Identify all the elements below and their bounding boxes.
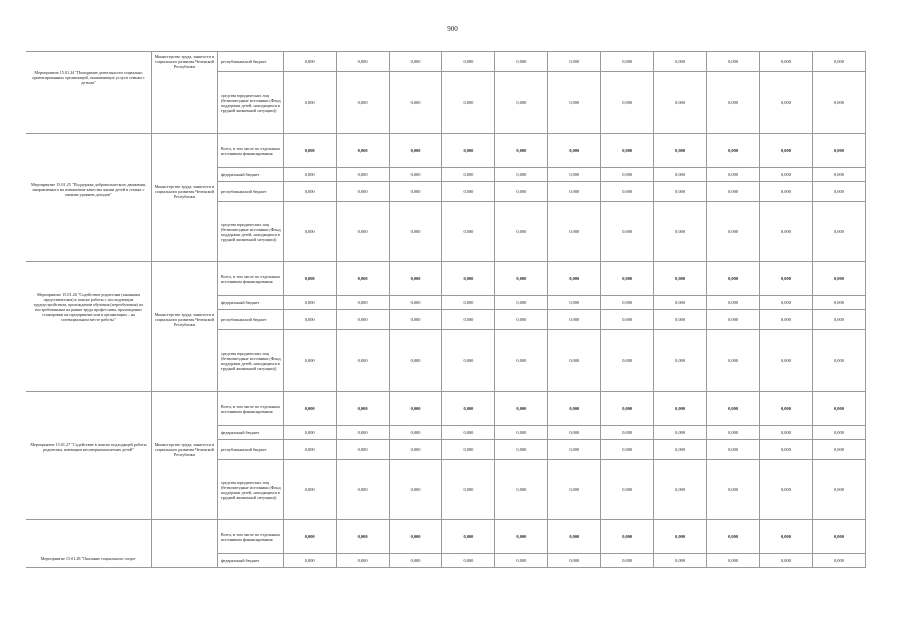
value-cell: 0,000 <box>601 296 654 310</box>
value-cell: 0,000 <box>389 262 442 296</box>
value-cell: 0,000 <box>495 262 548 296</box>
value-cell: 0,000 <box>442 440 495 460</box>
value-cell: 0,000 <box>548 426 601 440</box>
value-cell: 0,000 <box>654 330 707 392</box>
measure-title: Мероприятие 15.01.27 "Содействие в поиске подходящей работы родителям, имеющим несовершеннолетних детей" <box>26 392 151 520</box>
value-cell: 0,000 <box>283 72 336 134</box>
value-cell: 0,000 <box>760 52 813 72</box>
value-cell: 0,000 <box>812 168 865 182</box>
value-cell: 0,000 <box>336 72 389 134</box>
value-cell: 0,000 <box>442 72 495 134</box>
value-cell: 0,000 <box>442 134 495 168</box>
source-label: средства юридических лиц (безвозмездные источники (Фонд поддержки детей, находящихся в трудной жизненной ситуации)) <box>217 202 283 262</box>
value-cell: 0,000 <box>389 460 442 520</box>
value-cell: 0,000 <box>389 330 442 392</box>
value-cell: 0,000 <box>707 134 760 168</box>
table-row <box>26 52 866 72</box>
value-cell: 0,000 <box>760 168 813 182</box>
value-cell: 0,000 <box>548 134 601 168</box>
value-cell: 0,000 <box>495 52 548 72</box>
value-cell: 0,000 <box>389 310 442 330</box>
value-cell: 0,000 <box>654 182 707 202</box>
value-cell: 0,000 <box>654 52 707 72</box>
measure-title: Мероприятие 15.01.26 "Содействие родителям (законным представителям) в поиске работы с последующим трудоустройством, прохождении обучения (переобучения) по востребованным на рынке труда профессиям, прохождении стажировки на предприятии или в организации – на потенциальном месте работы" <box>26 262 151 392</box>
source-label: Всего, в том числе по отдельным источникам финансирования <box>217 134 283 168</box>
value-cell: 0,000 <box>389 296 442 310</box>
value-cell: 0,000 <box>601 262 654 296</box>
value-cell: 0,000 <box>336 310 389 330</box>
value-cell: 0,000 <box>548 262 601 296</box>
value-cell: 0,000 <box>707 296 760 310</box>
source-label: республиканский бюджет <box>217 52 283 72</box>
value-cell: 0,000 <box>336 182 389 202</box>
value-cell: 0,000 <box>707 52 760 72</box>
value-cell: 0,000 <box>548 310 601 330</box>
value-cell: 0,000 <box>760 134 813 168</box>
value-cell: 0,000 <box>654 168 707 182</box>
value-cell: 0,000 <box>601 134 654 168</box>
value-cell: 0,000 <box>707 440 760 460</box>
source-label: республиканский бюджет <box>217 310 283 330</box>
measure-title: Мероприятие 15.01.24 "Поощрение деятельности социально ориентированных организаций, оказывающих услуги семьям с детьми" <box>26 52 151 134</box>
value-cell: 0,000 <box>707 72 760 134</box>
source-label: средства юридических лиц (безвозмездные источники (Фонд поддержки детей, находящихся в трудной жизненной ситуации)) <box>217 330 283 392</box>
value-cell: 0,000 <box>283 262 336 296</box>
value-cell: 0,000 <box>336 520 389 554</box>
value-cell: 0,000 <box>548 296 601 310</box>
value-cell: 0,000 <box>495 554 548 568</box>
value-cell: 0,000 <box>601 440 654 460</box>
source-label: федеральный бюджет <box>217 168 283 182</box>
value-cell: 0,000 <box>601 202 654 262</box>
source-label: Всего, в том числе по отдельным источникам финансирования <box>217 262 283 296</box>
value-cell: 0,000 <box>707 182 760 202</box>
value-cell: 0,000 <box>654 202 707 262</box>
value-cell: 0,000 <box>548 202 601 262</box>
value-cell: 0,000 <box>495 296 548 310</box>
value-cell: 0,000 <box>336 460 389 520</box>
value-cell: 0,000 <box>654 262 707 296</box>
value-cell: 0,000 <box>283 134 336 168</box>
value-cell: 0,000 <box>601 520 654 554</box>
value-cell: 0,000 <box>283 440 336 460</box>
value-cell: 0,000 <box>760 262 813 296</box>
value-cell: 0,000 <box>336 202 389 262</box>
value-cell: 0,000 <box>812 182 865 202</box>
source-label: республиканский бюджет <box>217 182 283 202</box>
value-cell: 0,000 <box>336 168 389 182</box>
value-cell: 0,000 <box>548 72 601 134</box>
value-cell: 0,000 <box>495 392 548 426</box>
source-label: республиканский бюджет <box>217 440 283 460</box>
value-cell: 0,000 <box>601 426 654 440</box>
value-cell: 0,000 <box>707 392 760 426</box>
value-cell: 0,000 <box>548 182 601 202</box>
value-cell: 0,000 <box>760 520 813 554</box>
value-cell: 0,000 <box>812 134 865 168</box>
value-cell: 0,000 <box>601 310 654 330</box>
value-cell: 0,000 <box>812 392 865 426</box>
value-cell: 0,000 <box>495 426 548 440</box>
value-cell: 0,000 <box>654 134 707 168</box>
value-cell: 0,000 <box>812 202 865 262</box>
table-row <box>26 262 866 296</box>
value-cell: 0,000 <box>283 182 336 202</box>
value-cell: 0,000 <box>760 460 813 520</box>
value-cell: 0,000 <box>442 330 495 392</box>
value-cell: 0,000 <box>442 554 495 568</box>
measure-ministry <box>151 520 217 568</box>
value-cell: 0,000 <box>336 134 389 168</box>
value-cell: 0,000 <box>707 310 760 330</box>
value-cell: 0,000 <box>336 392 389 426</box>
value-cell: 0,000 <box>336 426 389 440</box>
value-cell: 0,000 <box>654 460 707 520</box>
value-cell: 0,000 <box>654 72 707 134</box>
value-cell: 0,000 <box>548 460 601 520</box>
value-cell: 0,000 <box>389 520 442 554</box>
value-cell: 0,000 <box>283 554 336 568</box>
value-cell: 0,000 <box>548 392 601 426</box>
value-cell: 0,000 <box>812 310 865 330</box>
value-cell: 0,000 <box>495 440 548 460</box>
value-cell: 0,000 <box>283 520 336 554</box>
value-cell: 0,000 <box>283 310 336 330</box>
value-cell: 0,000 <box>389 72 442 134</box>
value-cell: 0,000 <box>548 330 601 392</box>
value-cell: 0,000 <box>495 460 548 520</box>
value-cell: 0,000 <box>495 202 548 262</box>
value-cell: 0,000 <box>760 392 813 426</box>
value-cell: 0,000 <box>707 202 760 262</box>
value-cell: 0,000 <box>548 440 601 460</box>
value-cell: 0,000 <box>336 330 389 392</box>
value-cell: 0,000 <box>601 52 654 72</box>
value-cell: 0,000 <box>760 330 813 392</box>
value-cell: 0,000 <box>601 392 654 426</box>
value-cell: 0,000 <box>654 440 707 460</box>
value-cell: 0,000 <box>283 460 336 520</box>
value-cell: 0,000 <box>283 392 336 426</box>
value-cell: 0,000 <box>389 440 442 460</box>
value-cell: 0,000 <box>654 520 707 554</box>
value-cell: 0,000 <box>336 440 389 460</box>
measure-title: Мероприятие 15.01.25 "Поддержка добровольческого движения, направленного на повышение качества жизни детей в семьях с низким уровнем доходов" <box>26 134 151 262</box>
value-cell: 0,000 <box>442 460 495 520</box>
measure-ministry: Министерство труда, занятости и социального развития Чеченской Республики <box>151 134 217 262</box>
measure-ministry: Министерство труда, занятости и социального развития Чеченской Республики <box>151 392 217 520</box>
value-cell: 0,000 <box>812 262 865 296</box>
value-cell: 0,000 <box>283 168 336 182</box>
value-cell: 0,000 <box>283 330 336 392</box>
table-body <box>26 52 866 568</box>
value-cell: 0,000 <box>442 520 495 554</box>
value-cell: 0,000 <box>389 52 442 72</box>
value-cell: 0,000 <box>336 554 389 568</box>
value-cell: 0,000 <box>812 330 865 392</box>
measure-ministry: Министерство труда, занятости и социального развития Чеченской Республики <box>151 52 217 134</box>
measure-ministry: Министерство труда, занятости и социального развития Чеченской Республики <box>151 262 217 392</box>
value-cell: 0,000 <box>389 392 442 426</box>
source-label: федеральный бюджет <box>217 426 283 440</box>
value-cell: 0,000 <box>442 52 495 72</box>
table-row <box>26 134 866 168</box>
value-cell: 0,000 <box>495 168 548 182</box>
value-cell: 0,000 <box>760 182 813 202</box>
source-label: федеральный бюджет <box>217 296 283 310</box>
value-cell: 0,000 <box>760 310 813 330</box>
value-cell: 0,000 <box>654 310 707 330</box>
value-cell: 0,000 <box>442 262 495 296</box>
value-cell: 0,000 <box>812 440 865 460</box>
value-cell: 0,000 <box>601 554 654 568</box>
source-label: Всего, в том числе по отдельным источникам финансирования <box>217 392 283 426</box>
value-cell: 0,000 <box>760 440 813 460</box>
value-cell: 0,000 <box>812 460 865 520</box>
value-cell: 0,000 <box>601 168 654 182</box>
value-cell: 0,000 <box>336 52 389 72</box>
value-cell: 0,000 <box>654 392 707 426</box>
value-cell: 0,000 <box>548 554 601 568</box>
value-cell: 0,000 <box>654 554 707 568</box>
value-cell: 0,000 <box>707 554 760 568</box>
page-number: 900 <box>447 25 458 33</box>
budget-table <box>26 51 866 568</box>
value-cell: 0,000 <box>336 296 389 310</box>
value-cell: 0,000 <box>283 296 336 310</box>
value-cell: 0,000 <box>389 134 442 168</box>
value-cell: 0,000 <box>812 520 865 554</box>
value-cell: 0,000 <box>707 520 760 554</box>
value-cell: 0,000 <box>442 310 495 330</box>
value-cell: 0,000 <box>812 296 865 310</box>
measure-title: Мероприятие 15.01.28 "Оказание социального сопро- <box>26 520 151 568</box>
value-cell: 0,000 <box>389 426 442 440</box>
value-cell: 0,000 <box>548 168 601 182</box>
value-cell: 0,000 <box>495 72 548 134</box>
value-cell: 0,000 <box>548 52 601 72</box>
value-cell: 0,000 <box>442 168 495 182</box>
value-cell: 0,000 <box>601 330 654 392</box>
value-cell: 0,000 <box>707 168 760 182</box>
value-cell: 0,000 <box>495 520 548 554</box>
value-cell: 0,000 <box>601 460 654 520</box>
value-cell: 0,000 <box>601 182 654 202</box>
value-cell: 0,000 <box>389 554 442 568</box>
value-cell: 0,000 <box>707 460 760 520</box>
value-cell: 0,000 <box>707 262 760 296</box>
value-cell: 0,000 <box>548 520 601 554</box>
source-label: средства юридических лиц (безвозмездные источники (Фонд поддержки детей, находящихся в трудной жизненной ситуации)) <box>217 460 283 520</box>
table-row <box>26 392 866 426</box>
value-cell: 0,000 <box>601 72 654 134</box>
value-cell: 0,000 <box>442 296 495 310</box>
value-cell: 0,000 <box>283 426 336 440</box>
value-cell: 0,000 <box>495 310 548 330</box>
value-cell: 0,000 <box>812 554 865 568</box>
value-cell: 0,000 <box>283 52 336 72</box>
value-cell: 0,000 <box>812 52 865 72</box>
value-cell: 0,000 <box>654 296 707 310</box>
value-cell: 0,000 <box>442 392 495 426</box>
value-cell: 0,000 <box>283 202 336 262</box>
source-label: Всего, в том числе по отдельным источникам финансирования <box>217 520 283 554</box>
value-cell: 0,000 <box>654 426 707 440</box>
source-label: средства юридических лиц (безвозмездные источники (Фонд поддержки детей, находящихся в трудной жизненной ситуации)) <box>217 72 283 134</box>
value-cell: 0,000 <box>760 296 813 310</box>
value-cell: 0,000 <box>442 182 495 202</box>
value-cell: 0,000 <box>812 72 865 134</box>
source-label: федеральный бюджет <box>217 554 283 568</box>
value-cell: 0,000 <box>760 554 813 568</box>
value-cell: 0,000 <box>760 426 813 440</box>
value-cell: 0,000 <box>389 168 442 182</box>
value-cell: 0,000 <box>336 262 389 296</box>
value-cell: 0,000 <box>707 330 760 392</box>
value-cell: 0,000 <box>495 134 548 168</box>
value-cell: 0,000 <box>495 182 548 202</box>
value-cell: 0,000 <box>707 426 760 440</box>
value-cell: 0,000 <box>442 202 495 262</box>
value-cell: 0,000 <box>389 182 442 202</box>
value-cell: 0,000 <box>389 202 442 262</box>
value-cell: 0,000 <box>812 426 865 440</box>
value-cell: 0,000 <box>495 330 548 392</box>
value-cell: 0,000 <box>760 72 813 134</box>
table-row <box>26 520 866 554</box>
value-cell: 0,000 <box>442 426 495 440</box>
value-cell: 0,000 <box>760 202 813 262</box>
